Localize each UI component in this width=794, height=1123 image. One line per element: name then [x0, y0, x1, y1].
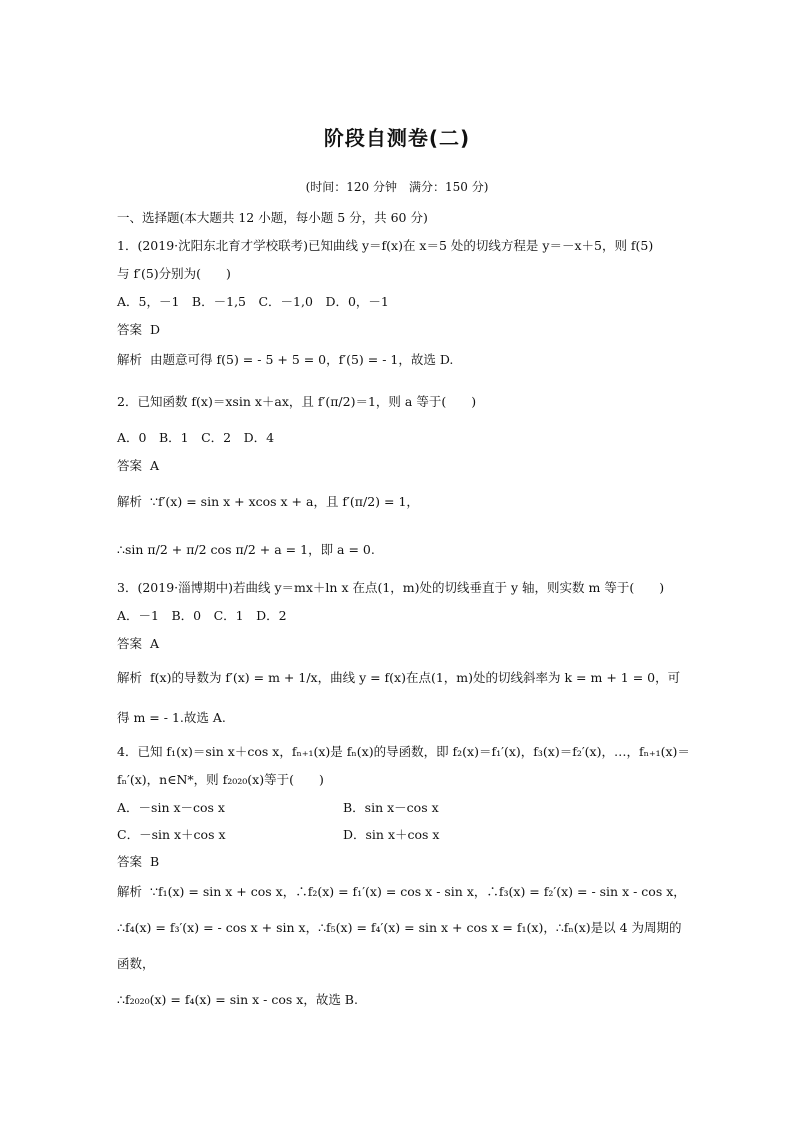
- q4-option-a: A．－sin x－cos x: [117, 800, 225, 815]
- analysis-label: 解析: [117, 884, 143, 899]
- q4-option-d: D．sin x＋cos x: [343, 827, 440, 842]
- q2-analysis-text1: ∵f′(x) = sin x + xcos x + a，且 f′(π/2) = 1，: [150, 494, 419, 509]
- page-title: 阶段自测卷(二): [323, 126, 471, 150]
- q1-stem-line2: 与 f′(5)分别为( ): [117, 266, 231, 281]
- q1-stem-line1: 1．(2019·沈阳东北育才学校联考)已知曲线 y＝f(x)在 x＝5 处的切线方程是 y＝－x＋5，则 f(5): [117, 238, 654, 253]
- answer-label: 答案: [117, 322, 143, 337]
- q1-analysis: [117, 352, 453, 368]
- exam-info: (时间：120 分钟 满分：150 分): [305, 180, 489, 194]
- q3-answer: [117, 636, 159, 652]
- q1-analysis-text: 由题意可得 f(5) = - 5 + 5 = 0，f′(5) = - 1，故选 D.: [150, 352, 454, 367]
- answer-label: 答案: [117, 636, 143, 651]
- q3-stem: 3．(2019·淄博期中)若曲线 y＝mx＋ln x 在点(1，m)处的切线垂直于 y 轴，则实数 m 等于( ): [117, 580, 665, 595]
- q2-answer-value: A: [150, 458, 160, 473]
- answer-label: 答案: [117, 458, 143, 473]
- q4-analysis-line1: [117, 884, 686, 900]
- q4-analysis-line4: ∴f₂₀₂₀(x) = f₄(x) = sin x - cos x，故选 B.: [117, 992, 358, 1007]
- q4-analysis-line2: ∴f₄(x) = f₃′(x) = - cos x + sin x，∴f₅(x) = f₄′(x) = sin x + cos x = f₁(x)，∴fₙ(x)是以 4 为周期的: [117, 920, 682, 935]
- q4-stem-line2: fₙ′(x)，n∈N*，则 f₂₀₂₀(x)等于( ): [117, 772, 324, 787]
- q2-answer: [117, 458, 159, 474]
- q3-options: A．－1 B．0 C．1 D．2: [117, 608, 287, 623]
- q3-analysis-line2: 得 m = - 1.故选 A.: [117, 710, 226, 725]
- q2-analysis-line1: [117, 494, 419, 510]
- q2-stem: 2．已知函数 f(x)＝xsin x＋ax，且 f′(π/2)＝1，则 a 等于( ): [117, 394, 477, 409]
- answer-label: 答案: [117, 854, 143, 869]
- q3-analysis-text1: f(x)的导数为 f′(x) = m + 1/x，曲线 y = f(x)在点(1，m)处的切线斜率为 k = m + 1 = 0，可: [150, 670, 681, 685]
- q4-answer: [117, 854, 159, 870]
- q4-option-b: B．sin x－cos x: [343, 800, 439, 815]
- q4-option-c: C．－sin x＋cos x: [117, 827, 226, 842]
- q1-answer-value: D: [150, 322, 161, 337]
- q4-analysis-line3: 函数，: [117, 956, 155, 971]
- q2-analysis-line2: ∴sin π/2 + π/2 cos π/2 + a = 1，即 a = 0.: [117, 542, 375, 557]
- q2-options: A．0 B．1 C．2 D．4: [117, 430, 275, 445]
- analysis-label: 解析: [117, 352, 143, 367]
- analysis-label: 解析: [117, 670, 143, 685]
- q3-answer-value: A: [150, 636, 160, 651]
- q3-analysis-line1: [117, 670, 680, 686]
- analysis-label: 解析: [117, 494, 143, 509]
- section-heading: 一、选择题(本大题共 12 小题，每小题 5 分，共 60 分): [117, 210, 428, 225]
- q1-options: A．5，－1 B．－1,5 C．－1,0 D．0，－1: [117, 294, 389, 309]
- q4-analysis-text1: ∵f₁(x) = sin x + cos x，∴f₂(x) = f₁′(x) = cos x - sin x，∴f₃(x) = f₂′(x) = - sin x - cos x，: [150, 884, 686, 899]
- q4-answer-value: B: [150, 854, 160, 869]
- q4-stem-line1: 4．已知 f₁(x)＝sin x＋cos x，fₙ₊₁(x)是 fₙ(x)的导函数，即 f₂(x)＝f₁′(x)，f₃(x)＝f₂′(x)，…，fₙ₊₁(x)＝: [117, 744, 690, 759]
- q1-answer: [117, 322, 160, 338]
